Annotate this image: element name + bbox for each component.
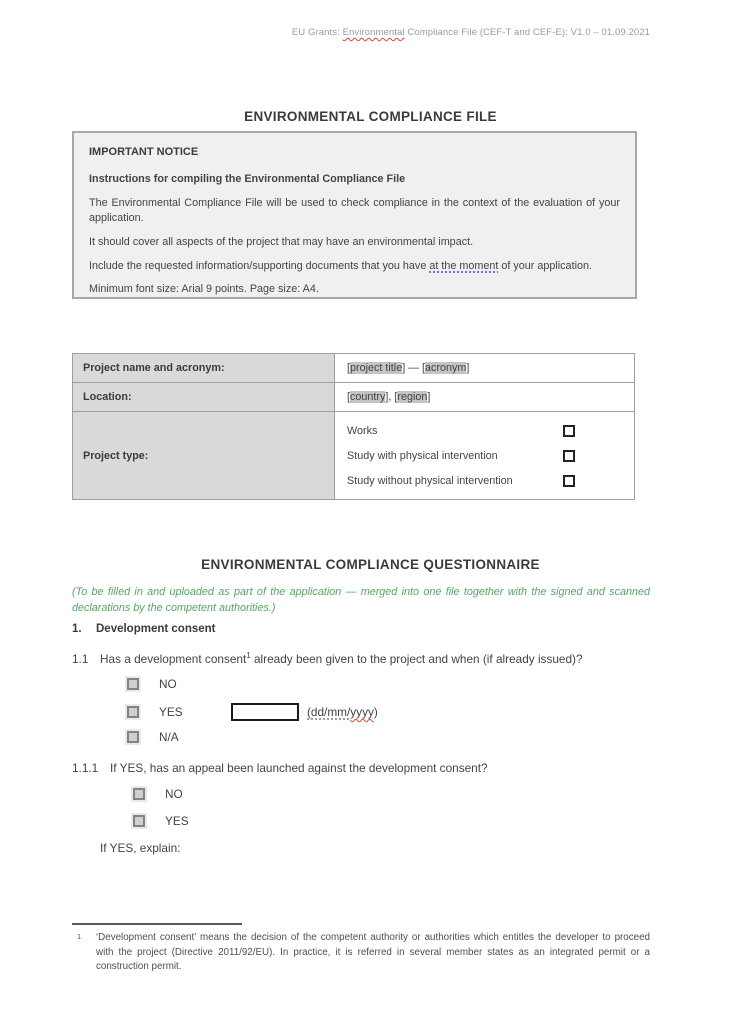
q11-yes-checkbox[interactable] xyxy=(127,706,139,718)
notice-p3-before: Include the requested information/supporting documents that you have xyxy=(89,259,430,272)
works-checkbox[interactable] xyxy=(563,425,575,437)
question-1-1-1-text: If YES, has an appeal been launched against the development consent? xyxy=(110,761,488,775)
q11-na-checkbox[interactable] xyxy=(127,731,139,743)
question-1-1-1 xyxy=(72,761,650,775)
section-1-title: Development consent xyxy=(96,623,216,635)
study-with-intervention-checkbox[interactable] xyxy=(563,450,575,462)
type-option-study-without xyxy=(347,468,622,493)
q111-no-checkbox[interactable] xyxy=(133,788,145,800)
doc-ref-suffix: Compliance File (CEF-T and CEF-E): V1.0 – 01.09.2021 xyxy=(404,27,650,38)
section-1-heading xyxy=(72,623,216,635)
question-1-1-text-before: Has a development consent xyxy=(100,651,247,666)
notice-paragraph-2: It should cover all aspects of the project that may have an environmental impact. xyxy=(89,235,474,248)
project-info-table xyxy=(72,353,635,500)
questionnaire-intro-note: (To be filled in and uploaded as part of the application — merged into one file together with the signed and scanned declarations by the competent authorities.) xyxy=(72,586,650,615)
notice-p3-grammar-marked: at the moment xyxy=(429,259,499,272)
q11-yes-label: YES xyxy=(159,705,183,719)
q111-no-label: NO xyxy=(165,787,183,801)
type-option-works-label: Works xyxy=(347,424,378,437)
consent-date-input[interactable] xyxy=(231,703,299,721)
q111-option-yes xyxy=(133,814,189,828)
type-option-study-with xyxy=(347,443,622,468)
question-1-1-1-number: 1.1.1 xyxy=(72,761,99,775)
explain-label: If YES, explain: xyxy=(100,841,181,855)
q11-option-yes xyxy=(127,703,378,721)
q11-no-checkbox[interactable] xyxy=(127,678,139,690)
question-1-1-number: 1.1 xyxy=(72,651,89,666)
q111-yes-label: YES xyxy=(165,814,189,828)
country-placeholder[interactable]: country xyxy=(350,391,386,403)
location-value xyxy=(335,383,635,412)
notice-p3-after: of your application. xyxy=(498,259,592,272)
project-type-label: Project type: xyxy=(73,412,335,500)
notice-subheading: Instructions for compiling the Environmental Compliance File xyxy=(89,173,406,185)
notice-paragraph-1: The Environmental Compliance File will be used to check compliance in the context of the evaluation of your application. xyxy=(89,196,620,225)
doc-ref-prefix: EU Grants: xyxy=(291,27,343,38)
date-hint-spellcheck-word: yyyy xyxy=(350,705,374,719)
type-option-works xyxy=(347,418,622,443)
bracket: ], [ xyxy=(385,391,398,403)
q11-option-no xyxy=(127,677,177,691)
project-title-placeholder[interactable]: project title xyxy=(350,362,403,374)
notice-heading: IMPORTANT NOTICE xyxy=(89,146,199,158)
study-without-intervention-checkbox[interactable] xyxy=(563,475,575,487)
doc-ref-spellcheck-word: Environmental xyxy=(342,27,405,38)
questionnaire-title: ENVIRONMENTAL COMPLIANCE QUESTIONNAIRE xyxy=(201,557,540,572)
bracket: ] xyxy=(427,391,431,403)
q11-na-label: N/A xyxy=(159,730,179,744)
question-1-1-text-after: already been given to the project and when (if already issued)? xyxy=(250,651,583,666)
footnote-marker: 1 xyxy=(77,932,82,941)
location-label: Location: xyxy=(73,383,335,412)
footnote-ref-1[interactable]: 1 xyxy=(246,651,251,660)
section-1-number: 1. xyxy=(72,623,82,635)
table-row xyxy=(73,412,635,500)
region-placeholder[interactable]: region xyxy=(397,391,428,403)
project-name-label: Project name and acronym: xyxy=(73,354,335,383)
q11-option-na xyxy=(127,730,179,744)
bracket: ] xyxy=(466,362,470,374)
q11-no-label: NO xyxy=(159,677,177,691)
footnote xyxy=(72,931,650,975)
project-name-value xyxy=(335,354,635,383)
important-notice-box xyxy=(72,131,637,299)
q111-option-no xyxy=(133,787,183,801)
date-hint-prefix: (dd/mm/ xyxy=(307,705,351,719)
date-hint-suffix: ) xyxy=(373,705,378,719)
document-title: ENVIRONMENTAL COMPLIANCE FILE xyxy=(244,109,497,124)
bracket: [ xyxy=(347,362,350,374)
notice-paragraph-4: Minimum font size: Arial 9 points. Page size: A4. xyxy=(89,283,319,296)
notice-paragraph-3 xyxy=(89,259,620,275)
date-format-hint xyxy=(307,705,378,719)
bracket: ] — [ xyxy=(402,362,426,374)
acronym-placeholder[interactable]: acronym xyxy=(425,362,467,374)
q111-yes-checkbox[interactable] xyxy=(133,815,145,827)
question-1-1 xyxy=(72,651,650,666)
project-type-options xyxy=(335,412,635,500)
table-row xyxy=(73,354,635,383)
type-option-study-with-label: Study with physical intervention xyxy=(347,449,498,462)
footnote-text: ‘Development consent’ means the decision of the competent authority or authorities which entitles the developer to proceed with the project (Directive 2011/92/EU). In practice, it is referred in several member states as an integrated permit or a construction permit. xyxy=(96,932,650,973)
footnote-divider xyxy=(72,923,242,925)
table-row xyxy=(73,383,635,412)
doc-reference-header xyxy=(0,27,650,38)
type-option-study-without-label: Study without physical intervention xyxy=(347,474,513,487)
bracket: [ xyxy=(347,391,350,403)
